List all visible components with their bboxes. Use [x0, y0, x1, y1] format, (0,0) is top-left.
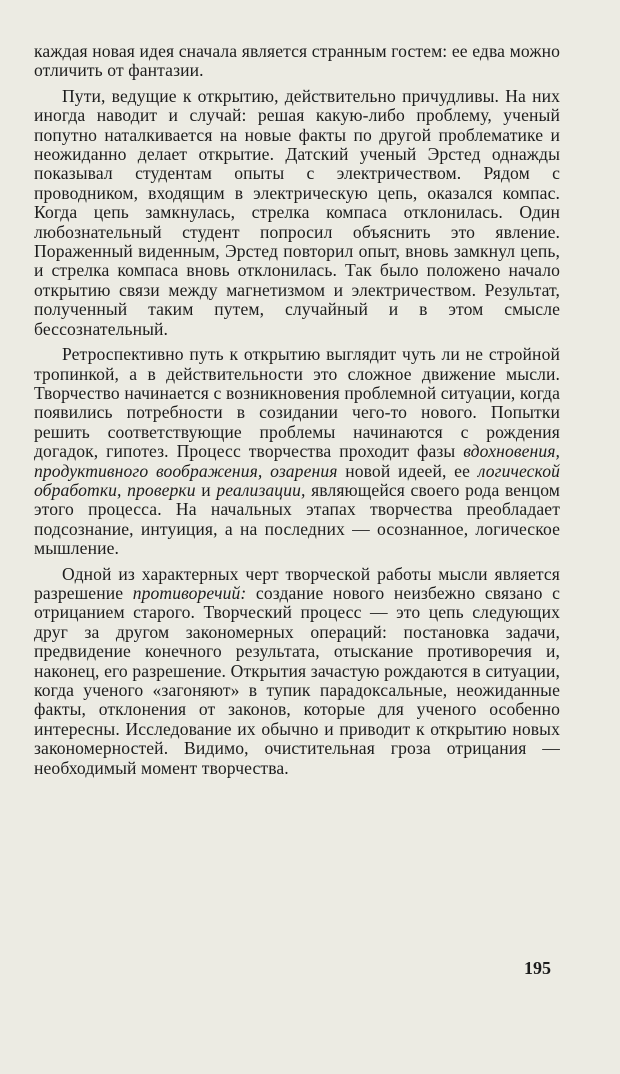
italic-text: реализации,: [216, 479, 306, 500]
text-run: Пути, ведущие к открытию, действительно причудливы. На них иногда наводит и случай: решая какую-либо проблему, ученый попутно наталкивается на новые факты по другой проблематике и неожиданно делает открытие. Датский ученый Эрстед однажды показывал студентам опыты с электричеством. Рядом с проводником, входящим в электрическую цепь, оказался компас. Когда цепь замкнулась, стрелка компаса отклонилась. Один любознательный студент попросил объяснить это явление. Пораженный виденным, Эрстед повторил опыт, вновь замкнул цепь, и стрелка компаса вновь отклонилась. Так было положено начало открытию связи между магнетизмом и электричеством. Результат, полученный таким путем, случайный и в этом смысле бессознательный.: [34, 85, 560, 339]
page-number: 195: [524, 958, 551, 978]
italic-text: логической обработки, проверки: [34, 460, 560, 500]
italic-text: вдохновения, продуктивного воображения, озарения: [34, 441, 560, 481]
body-text: [34, 42, 560, 778]
text-run: Ретроспективно путь к открытию выглядит чуть ли не стройной тропинкой, а в действительности это сложное движение мысли. Творчество начинается с возникновения проблемной ситуации, когда появились потребности в созидании чего-то нового. Попытки решить соответствующие проблемы начинаются с рождения догадок, гипотез. Процесс творчества проходит фазы: [34, 344, 560, 462]
text-run: создание нового неизбежно связано с отрицанием старого. Творческий процесс — это цепь следующих друг за другом закономерных операций: постановка задачи, предвидение конечного результата, отыскание противоречия и, наконец, его разрешение. Открытия зачастую рождаются в ситуации, когда ученого «загоняют» в тупик парадоксальные, неожиданные факты, отклонения от законов, которые для ученого особенно интересны. Исследование их обычно и приводит к открытию новых закономерностей. Видимо, очистительная гроза отрицания — необходимый момент творчества.: [34, 582, 560, 778]
text-run: являющейся своего рода венцом этого процесса. На начальных этапах творчества преобладает подсознание, интуиция, а на последних — осознанное, логическое мышление.: [34, 479, 561, 559]
text-run: и: [195, 479, 217, 500]
text-run: каждая новая идея сначала является странным гостем: ее едва можно отличить от фантазии.: [34, 41, 560, 81]
text-run: новой идеей, ее: [337, 460, 478, 481]
text-run: Одной из характерных черт творческой работы мысли является разрешение: [34, 563, 560, 603]
paragraph: [34, 87, 560, 339]
italic-text: противоречий:: [132, 582, 247, 603]
paragraph: [34, 345, 560, 558]
paragraph: [34, 565, 560, 778]
paragraph: [34, 42, 560, 81]
